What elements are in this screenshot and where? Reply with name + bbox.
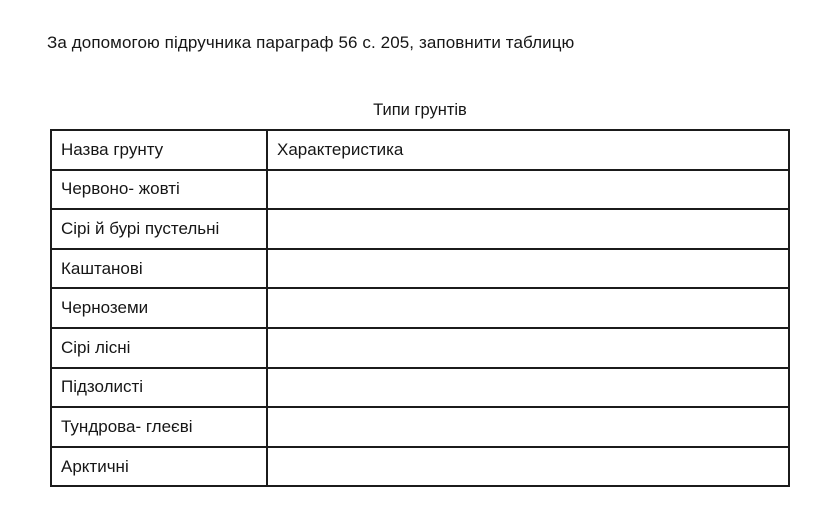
soil-table-block bbox=[50, 101, 790, 487]
table-caption: Типи грунтів bbox=[373, 101, 467, 119]
characteristic-cell bbox=[267, 328, 789, 368]
soil-name-cell: Сірі й бурі пустельні bbox=[51, 209, 267, 249]
characteristic-cell bbox=[267, 249, 789, 289]
characteristic-cell bbox=[267, 170, 789, 210]
table-row bbox=[51, 368, 789, 408]
characteristic-cell bbox=[267, 368, 789, 408]
table-header-row bbox=[51, 130, 789, 170]
column-header-name: Назва грунту bbox=[51, 130, 267, 170]
characteristic-cell bbox=[267, 209, 789, 249]
column-header-characteristic: Характеристика bbox=[267, 130, 789, 170]
characteristic-cell bbox=[267, 407, 789, 447]
table-row bbox=[51, 328, 789, 368]
table-row bbox=[51, 288, 789, 328]
characteristic-cell bbox=[267, 288, 789, 328]
table-row bbox=[51, 209, 789, 249]
assignment-instruction: За допомогою підручника параграф 56 с. 205, заповнити таблицю bbox=[47, 33, 575, 52]
characteristic-cell bbox=[267, 447, 789, 487]
table-row bbox=[51, 249, 789, 289]
soil-name-cell: Червоно- жовті bbox=[51, 170, 267, 210]
soil-name-cell: Сірі лісні bbox=[51, 328, 267, 368]
soil-name-cell: Каштанові bbox=[51, 249, 267, 289]
table-row bbox=[51, 170, 789, 210]
soil-name-cell: Арктичні bbox=[51, 447, 267, 487]
soil-name-cell: Черноземи bbox=[51, 288, 267, 328]
table-row bbox=[51, 447, 789, 487]
soil-name-cell: Тундрова- глеєві bbox=[51, 407, 267, 447]
table-row bbox=[51, 407, 789, 447]
soil-types-table bbox=[50, 129, 790, 487]
soil-name-cell: Підзолисті bbox=[51, 368, 267, 408]
